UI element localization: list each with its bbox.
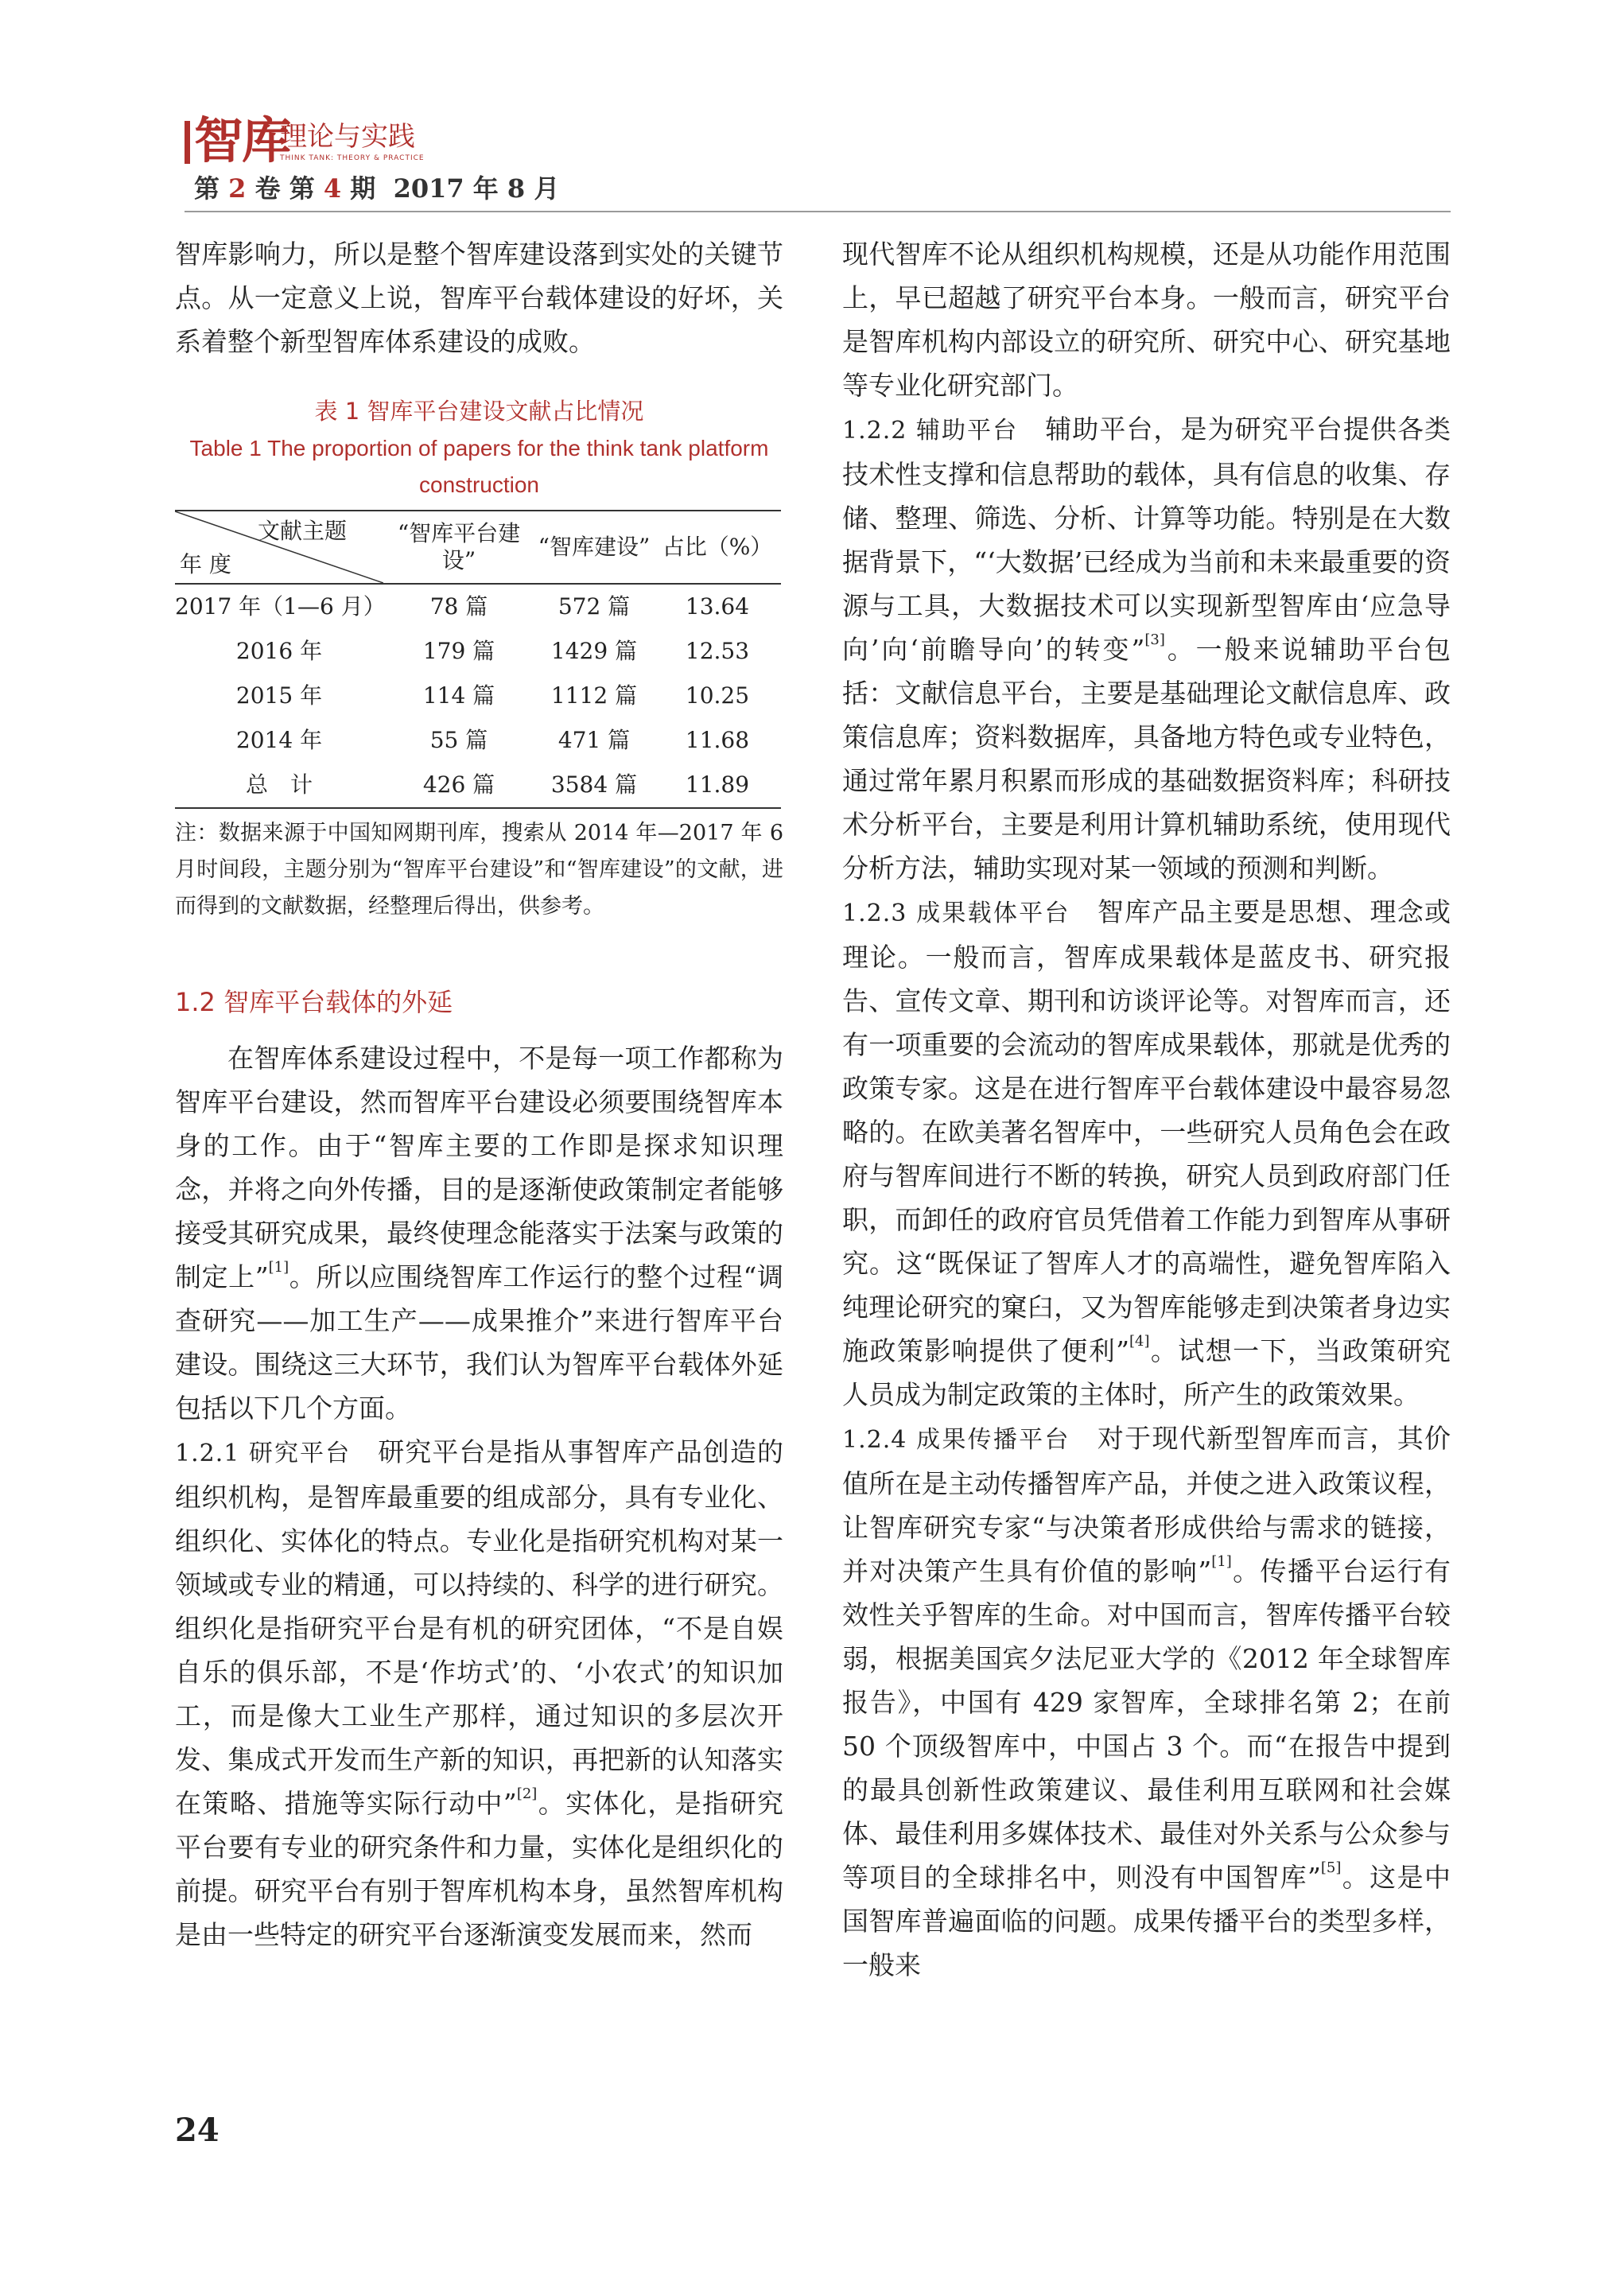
cell-a: 55 篇 <box>429 727 488 753</box>
subsection-heading: 1.2.3 成果载体平台 <box>842 900 1070 927</box>
s122-text-a: 辅助平台，是为研究平台提供各类技术性支撑和信息帮助的载体，具有信息的收集、存储、整理、筛选、分析、计算等功能。特别是在大数据背景下，“‘大数据’已经成为当前和未来最重要的资源与工具，大数据技术可以实现新型智库由‘应急导向’向‘前瞻导向’的转变” <box>842 414 1451 665</box>
vol-num: 2 <box>228 173 247 204</box>
subsection-heading: 1.2.2 辅助平台 <box>842 417 1019 445</box>
left-paragraph-2 <box>175 1036 783 1430</box>
issue-info <box>194 172 559 205</box>
table-row <box>175 674 781 718</box>
s123-text-b: 。试想一下，当政策研究人员成为制定政策的主体时，所产生的政策效果。 <box>842 1335 1451 1410</box>
right-column <box>842 232 1451 1987</box>
table-corner-cell <box>175 511 383 584</box>
corner-bottom-label: 年 度 <box>180 551 231 577</box>
cell-year: 2017 年（1—6 月） <box>175 593 386 620</box>
subsection-heading: 1.2.1 研究平台 <box>175 1440 352 1467</box>
table-row <box>175 629 781 674</box>
cell-year: 2016 年 <box>235 638 323 664</box>
literature-table <box>175 510 781 809</box>
issue-num: 4 <box>323 173 342 204</box>
corner-top-label: 文献主题 <box>257 518 347 544</box>
subsection-1-2-1 <box>175 1430 783 1956</box>
cell-b: 1429 篇 <box>550 638 638 664</box>
cell-b: 471 篇 <box>558 727 631 753</box>
cell-a: 78 篇 <box>429 593 488 620</box>
cell-c: 13.64 <box>685 593 750 620</box>
citation-ref: [1] <box>268 1259 289 1276</box>
subsection-heading: 1.2.4 成果传播平台 <box>842 1426 1070 1454</box>
header-accent-bar <box>185 121 190 164</box>
table-caption-en: Table 1 The proportion of papers for the think tank platform construction <box>189 436 769 497</box>
citation-ref: [3] <box>1144 631 1165 648</box>
subsection-1-2-3 <box>842 890 1451 1416</box>
cell-c: 10.25 <box>685 682 750 709</box>
citation-ref: [1] <box>1211 1553 1232 1570</box>
subsection-1-2-4 <box>842 1416 1451 1987</box>
p2-text-b: 。所以应围绕智库工作运行的整个过程“调查研究——加工生产——成果推介”来进行智库平台建设。围绕这三大环节，我们认为智库平台载体外延包括以下几个方面。 <box>175 1261 783 1424</box>
cell-b: 1112 篇 <box>550 682 638 709</box>
citation-ref: [5] <box>1320 1859 1342 1876</box>
header-rule <box>185 211 1451 212</box>
cell-year: 总 计 <box>245 771 313 798</box>
s124-text-a: 对于现代新型智库而言，其价值所在是主动传播智库产品，并使之进入政策议程，让智库研究专家“与决策者形成供给与需求的链接，并对决策产生具有价值的影响” <box>842 1423 1451 1587</box>
cell-c: 11.89 <box>685 771 750 798</box>
left-paragraph-1: 智库影响力，所以是整个智库建设落到实处的关键节点。从一定意义上说，智库平台载体建设的好坏，关系着整个新型智库体系建设的成败。 <box>175 239 783 357</box>
s121-text-a: 研究平台是指从事智库产品创造的组织机构，是智库最重要的组成部分，具有专业化、组织化、实体化的特点。专业化是指研究机构对某一领域或专业的精通，可以持续的、科学的进行研究。组织化是指研究平台是有机的研究团体，“不是自娱自乐的俱乐部，不是‘作坊式’的、‘小农式’的知识加工，而是像大工业生产那样，通过知识的多层次开发、集成式开发而生产新的知识，再把新的认知落实在策略、措施等实际行动中” <box>175 1436 783 1819</box>
col-header-2: “智库建设” <box>538 534 651 560</box>
section-title: 1.2 智库平台载体的外延 <box>175 987 453 1017</box>
table-row <box>175 584 781 629</box>
cell-year: 2015 年 <box>235 682 323 709</box>
cell-c: 11.68 <box>685 727 750 753</box>
cell-c: 12.53 <box>685 638 750 664</box>
cell-b: 572 篇 <box>558 593 631 620</box>
vol-pre: 第 <box>194 173 220 204</box>
subsection-1-2-2 <box>842 407 1451 890</box>
citation-ref: [4] <box>1129 1333 1150 1350</box>
table-row <box>175 718 781 763</box>
table-row-total <box>175 763 781 808</box>
table-caption-cn: 表 1 智库平台建设文献占比情况 <box>314 398 644 425</box>
table-note: 注：数据来源于中国知网期刊库，搜索从 2014 年—2017 年 6 月时间段，主题分别为“智库平台建设”和“智库建设”的文献，进而得到的文献数据，经整理后得出，供参考。 <box>175 821 783 919</box>
issue-date: 2017 年 8 月 <box>393 173 560 204</box>
col-header-3: 占比（%） <box>662 534 773 560</box>
col-header-1: “智库平台建设” <box>397 520 521 573</box>
s123-text-a: 智库产品主要是思想、理念或理论。一般而言，智库成果载体是蓝皮书、研究报告、宣传文章、期刊和访谈评论等。对智库而言，还有一项重要的会流动的智库成果载体，那就是优秀的政策专家。这是在进行智库平台载体建设中最容易忽略的。在欧美著名智库中，一些研究人员角色会在政府与智库间进行不断的转换，研究人员到政府部门任职，而卸任的政府官员凭借着工作能力到智库从事研究。这“既保证了智库人才的高端性，避免智库陷入纯理论研究的窠臼，又为智库能够走到决策者身边实施政策影响提供了便利” <box>842 896 1451 1366</box>
s122-text-b: 。一般来说辅助平台包括：文献信息平台，主要是基础理论文献信息库、政策信息库；资料数据库，具备地方特色或专业特色，通过常年累月积累而形成的基础数据资料库；科研技术分析平台，主要是利用计算机辅助系统，使用现代分析方法，辅助实现对某一领域的预测和判断。 <box>842 634 1451 884</box>
cell-a: 179 篇 <box>422 638 495 664</box>
journal-subtitle-en: THINK TANK: THEORY & PRACTICE <box>280 154 425 162</box>
left-column <box>175 232 783 1956</box>
s124-text-c: 。这是中国智库普遍面临的问题。成果传播平台的类型多样，一般来 <box>842 1862 1451 1980</box>
page-number: 24 <box>175 2112 220 2149</box>
s124-text-b: 。传播平台运行有效性关乎智库的生命。对中国而言，智库传播平台较弱，根据美国宾夕法尼亚大学的《2012 年全球智库报告》，中国有 429 家智库，全球排名第 2；在前 50 个顶级智库中，中国占 3 个。而“在报告中提到的最具创新性政策建议、最佳利用互联网和社会媒体、最佳利用多媒体技术、最佳对外关系与公众参与等项目的全球排名中，则没有中国智库” <box>842 1556 1451 1893</box>
journal-logo: 智库 <box>194 111 290 169</box>
vol-post: 卷 第 <box>254 173 315 204</box>
p2-text-a: 在智库体系建设过程中，不是每一项工作都称为智库平台建设，然而智库平台建设必须要围绕智库本身的工作。由于“智库主要的工作即是探求知识理念，并将之向外传播，目的是逐渐使政策制定者能够接受其研究成果，最终使理念能落实于法案与政策的制定上” <box>175 1043 783 1292</box>
right-paragraph-1: 现代智库不论从组织机构规模，还是从功能作用范围上，早已超越了研究平台本身。一般而言，研究平台是智库机构内部设立的研究所、研究中心、研究基地等专业化研究部门。 <box>842 239 1451 401</box>
cell-year: 2014 年 <box>235 727 323 753</box>
citation-ref: [2] <box>516 1785 538 1802</box>
issue-post: 期 <box>350 173 376 204</box>
cell-a: 114 篇 <box>422 682 495 709</box>
s121-text-b: 。实体化，是指研究平台要有专业的研究条件和力量，实体化是组织化的前提。研究平台有别于智库机构本身，虽然智库机构是由一些特定的研究平台逐渐演变发展而来，然而 <box>175 1788 784 1950</box>
cell-b: 3584 篇 <box>550 771 638 798</box>
journal-subtitle: 理论与实践 <box>280 121 415 153</box>
cell-a: 426 篇 <box>422 771 495 798</box>
